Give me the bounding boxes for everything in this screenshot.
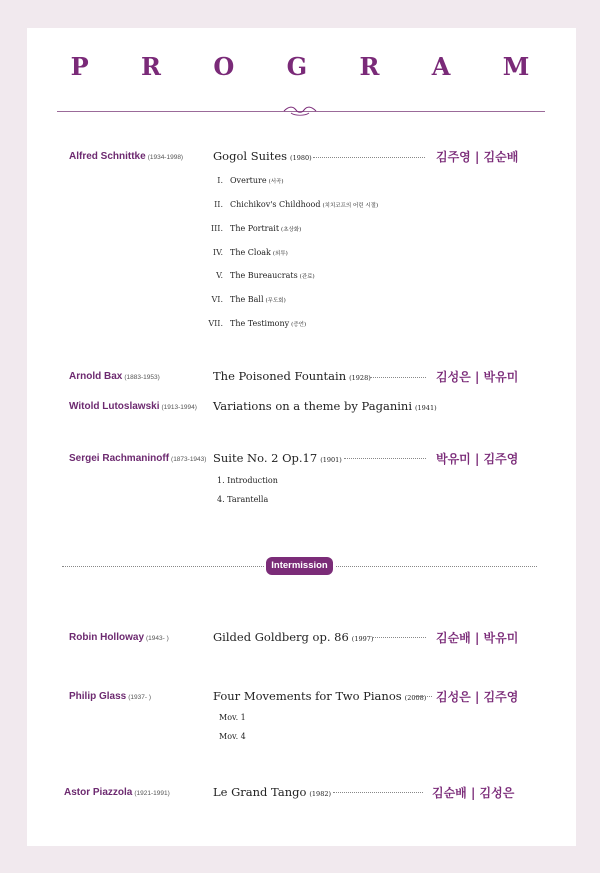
performers-bax: 김성은 | 박유미 — [436, 370, 519, 384]
composer-rachmaninoff: Sergei Rachmaninoff (1873-1943) — [69, 453, 207, 464]
work-four-movements: Four Movements for Two Pianos (2008) — [213, 689, 427, 703]
program-title: P R O G R A M — [70, 52, 552, 81]
movement-item: Mov. 1 — [219, 713, 246, 722]
movement-item: III. The Portrait (초상화) — [210, 224, 302, 233]
movement-item: IV. The Cloak (외투) — [212, 248, 288, 257]
composer-lutoslawski: Witold Lutoslawski (1913-1994) — [69, 401, 197, 412]
leader-dots — [370, 377, 426, 378]
movement-item: V. The Bureaucrats (관료) — [216, 271, 315, 280]
performers-glass: 김성은 | 김주영 — [436, 690, 519, 704]
leader-dots — [313, 157, 425, 158]
movement-item: 1. Introduction — [217, 476, 278, 485]
movement-item: VI. The Ball (무도회) — [211, 295, 286, 304]
composer-glass: Philip Glass (1937- ) — [69, 691, 152, 702]
movement-item: VII. The Testimony (증언) — [208, 319, 307, 328]
performers-rachmaninoff: 박유미 | 김주영 — [436, 452, 519, 466]
work-le-grand-tango: Le Grand Tango (1982) — [213, 785, 332, 799]
intermission-line-left — [62, 566, 264, 567]
work-gilded-goldberg: Gilded Goldberg op. 86 (1997) — [213, 630, 374, 644]
composer-piazzola: Astor Piazzola (1921-1991) — [64, 787, 170, 798]
work-gogol-suites: Gogol Suites (1980) — [213, 149, 312, 163]
movement-item: 4. Tarantella — [217, 495, 269, 504]
movement-item: II. Chichikov's Childhood (치치코프의 어린 시절) — [214, 200, 379, 209]
movement-item: I. Overture (서곡) — [217, 176, 284, 185]
leader-dots — [333, 792, 423, 793]
intermission-line-right — [336, 566, 537, 567]
performers-piazzola: 김순배 | 김성은 — [432, 786, 515, 800]
work-paganini-variations: Variations on a theme by Paganini (1941) — [213, 399, 437, 413]
intermission-badge: Intermission — [266, 557, 333, 575]
composer-schnittke: Alfred Schnittke (1934-1998) — [69, 151, 184, 162]
composer-holloway: Robin Holloway (1943- ) — [69, 632, 169, 643]
performers-holloway: 김순배 | 박유미 — [436, 631, 519, 645]
flourish-ornament — [283, 105, 317, 117]
leader-dots — [414, 696, 432, 697]
work-suite-no-2: Suite No. 2 Op.17 (1901) — [213, 451, 342, 465]
performers-schnittke: 김주영 | 김순배 — [436, 150, 519, 164]
leader-dots — [344, 458, 426, 459]
leader-dots — [373, 637, 426, 638]
work-poisoned-fountain: The Poisoned Fountain (1928) — [213, 369, 371, 383]
movement-item: Mov. 4 — [219, 732, 246, 741]
composer-bax: Arnold Bax (1883-1953) — [69, 371, 160, 382]
